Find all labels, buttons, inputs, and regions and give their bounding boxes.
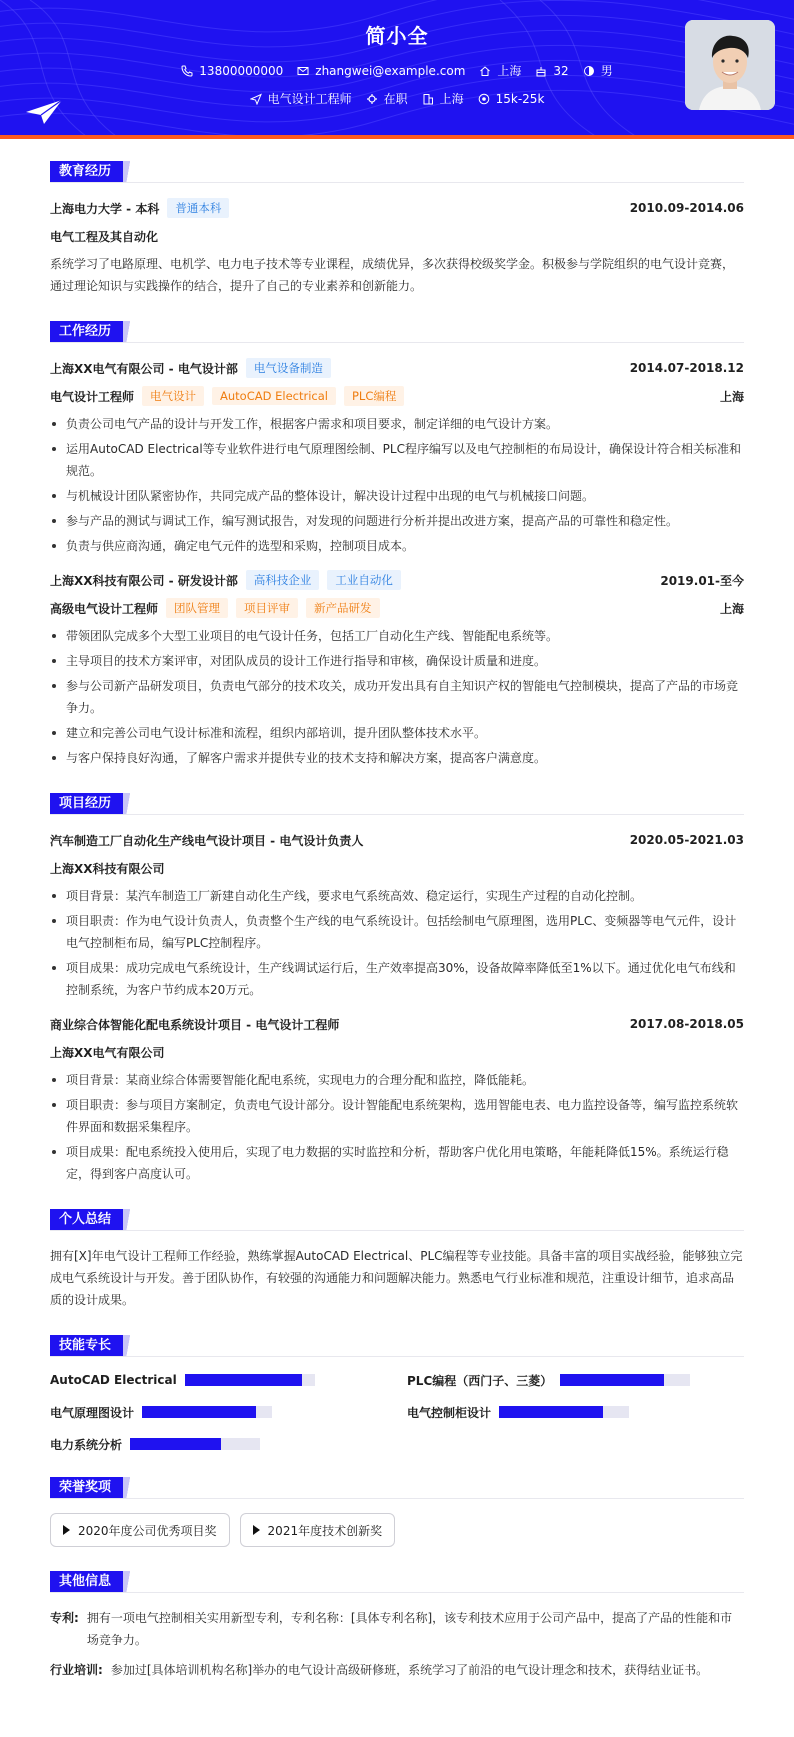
job-title: 高级电气设计工程师 xyxy=(50,601,159,616)
skill-bar xyxy=(185,1374,315,1386)
skill-name: 电气控制柜设计 xyxy=(407,1405,492,1420)
location-text: 上海 xyxy=(497,64,522,78)
skill-tag: 新产品研发 xyxy=(306,598,380,618)
job-row xyxy=(0,90,794,107)
gender-item xyxy=(583,62,613,79)
gender-text: 男 xyxy=(600,64,613,78)
award-chip xyxy=(240,1513,396,1547)
building-icon xyxy=(422,93,434,105)
list-item: 负责公司电气产品的设计与开发工作，根据客户需求和项目要求，制定详细的电气设计方案。 xyxy=(50,413,744,435)
section-title: 教育经历 xyxy=(50,161,123,182)
list-item: 项目职责：参与项目方案制定，负责电气设计部分。设计智能配电系统架构，选用智能电表、电力监控设备等，编写监控系统软件界面和数据采集程序。 xyxy=(50,1094,744,1138)
skill-bar xyxy=(499,1406,629,1418)
contact-row xyxy=(0,62,794,79)
work-section xyxy=(50,321,744,769)
skill-name: PLC编程（西门子、三菱） xyxy=(407,1373,553,1388)
school-name: 上海电力大学 - 本科 xyxy=(50,201,160,216)
list-item: 项目职责：作为电气设计负责人，负责整个生产线的电气系统设计。包括绘制电气原理图，选用PLC、变频器等电气元件，设计电气控制柜布局，编写PLC控制程序。 xyxy=(50,910,744,954)
mail-icon xyxy=(297,65,309,77)
triangle-icon xyxy=(253,1525,260,1535)
education-section xyxy=(50,161,744,297)
salary-icon xyxy=(478,93,490,105)
award-label: 2020年度公司优秀项目奖 xyxy=(78,1523,217,1538)
section-header xyxy=(50,1571,744,1593)
skill-item xyxy=(50,1435,387,1453)
phone-icon xyxy=(181,65,193,77)
other-label: 专利: xyxy=(50,1611,79,1625)
work-company-row xyxy=(50,357,744,379)
degree-tag: 普通本科 xyxy=(167,198,229,218)
list-item: 项目成果：配电系统投入使用后，实现了电力数据的实时监控和分析，帮助客户优化用电策略，年能耗降低15%。系统运行稳定，得到客户高度认可。 xyxy=(50,1141,744,1185)
list-item: 项目背景：某商业综合体需要智能化配电系统，实现电力的合理分配和监控，降低能耗。 xyxy=(50,1069,744,1091)
skill-bar xyxy=(130,1438,260,1450)
skill-item xyxy=(407,1403,744,1421)
industry-tag: 电气设备制造 xyxy=(246,358,331,378)
work-city: 上海 xyxy=(719,389,744,404)
awards-section xyxy=(50,1477,744,1547)
target-city-item xyxy=(422,90,464,107)
other-label: 行业培训: xyxy=(50,1663,103,1677)
skill-tag: 电气设计 xyxy=(142,386,204,406)
skill-name: AutoCAD Electrical xyxy=(50,1373,177,1387)
list-item: 负责与供应商沟通，确定电气元件的选型和采购，控制项目成本。 xyxy=(50,535,744,557)
skill-name: 电力系统分析 xyxy=(50,1437,123,1452)
project-company-row xyxy=(50,1041,744,1063)
skill-tag: 团队管理 xyxy=(166,598,228,618)
phone-item xyxy=(181,62,283,79)
target-city-text: 上海 xyxy=(439,92,464,106)
award-label: 2021年度技术创新奖 xyxy=(267,1523,383,1538)
work-company-row xyxy=(50,569,744,591)
skill-name: 电气原理图设计 xyxy=(50,1405,135,1420)
company-name: 上海XX科技有限公司 - 研发设计部 xyxy=(50,573,238,588)
salary-item xyxy=(478,90,545,107)
status-item xyxy=(366,90,408,107)
project-company: 上海XX电气有限公司 xyxy=(50,1045,165,1060)
salary-text: 15k-25k xyxy=(495,91,545,106)
project-name-row xyxy=(50,829,744,851)
email-item xyxy=(297,62,465,79)
list-item: 项目背景：某汽车制造工厂新建自动化生产线，要求电气系统高效、稳定运行，实现生产过程的自动化控制。 xyxy=(50,885,744,907)
skill-bar-fill xyxy=(130,1438,221,1450)
status-icon xyxy=(366,93,378,105)
work-entry xyxy=(50,569,744,769)
list-item: 项目成果：成功完成电气系统设计，生产线调试运行后，生产效率提高30%，设备故障率降低至1%以下。通过优化电气布线和控制系统，为客户节约成本20万元。 xyxy=(50,957,744,1001)
project-entry xyxy=(50,1013,744,1185)
gender-icon xyxy=(583,65,595,77)
project-date: 2020.05-2021.03 xyxy=(629,833,744,847)
list-item: 运用AutoCAD Electrical等专业软件进行电气原理图绘制、PLC程序编写以及电气控制柜的布局设计，确保设计符合相关标准和规范。 xyxy=(50,438,744,482)
skill-bar-fill xyxy=(560,1374,664,1386)
major-name: 电气工程及其自动化 xyxy=(50,229,159,244)
work-title-row xyxy=(50,385,744,407)
triangle-icon xyxy=(63,1525,70,1535)
home-icon xyxy=(479,65,491,77)
skills-section xyxy=(50,1335,744,1453)
list-item: 与客户保持良好沟通，了解客户需求并提供专业的技术支持和解决方案，提高客户满意度。 xyxy=(50,747,744,769)
list-item: 带领团队完成多个大型工业项目的电气设计任务，包括工厂自动化生产线、智能配电系统等。 xyxy=(50,625,744,647)
project-bullets xyxy=(50,1069,744,1185)
skill-tag: AutoCAD Electrical xyxy=(212,387,336,405)
work-bullets xyxy=(50,625,744,769)
age-icon xyxy=(535,65,547,77)
list-item: 主导项目的技术方案评审，对团队成员的设计工作进行指导和审核，确保设计质量和进度。 xyxy=(50,650,744,672)
section-header xyxy=(50,1335,744,1357)
avatar xyxy=(685,20,775,110)
other-text: 参加过[具体培训机构名称]举办的电气设计高级研修班，系统学习了前沿的电气设计理念和技术，获得结业证书。 xyxy=(110,1663,709,1677)
projects-section xyxy=(50,793,744,1185)
education-row xyxy=(50,197,744,219)
paper-plane-icon xyxy=(24,98,64,126)
section-title: 项目经历 xyxy=(50,793,123,814)
section-header xyxy=(50,321,744,343)
major-row xyxy=(50,225,744,247)
project-bullets xyxy=(50,885,744,1001)
skill-tag: PLC编程 xyxy=(344,386,404,406)
other-section xyxy=(50,1571,744,1681)
section-title: 其他信息 xyxy=(50,1571,123,1592)
job-item xyxy=(250,90,352,107)
skill-bar-fill xyxy=(499,1406,603,1418)
education-description: 系统学习了电路原理、电机学、电力电子技术等专业课程，成绩优异，多次获得校级奖学金。积极参与学院组织的电气设计竞赛，通过理论知识与实践操作的结合，提升了自己的专业素养和创新能力。 xyxy=(50,257,735,293)
summary-section xyxy=(50,1209,744,1311)
resume-header xyxy=(0,0,794,139)
skill-bar-fill xyxy=(142,1406,256,1418)
work-city: 上海 xyxy=(719,601,744,616)
send-icon xyxy=(250,93,262,105)
section-header xyxy=(50,1209,744,1231)
project-company: 上海XX科技有限公司 xyxy=(50,861,165,876)
list-item: 建立和完善公司电气设计标准和流程，组织内部培训，提升团队整体技术水平。 xyxy=(50,722,744,744)
project-company-row xyxy=(50,857,744,879)
age-text: 32 xyxy=(553,63,569,78)
list-item: 参与产品的测试与调试工作，编写测试报告，对发现的问题进行分析并提出改进方案，提高产品的可靠性和稳定性。 xyxy=(50,510,744,532)
section-title: 荣誉奖项 xyxy=(50,1477,123,1498)
work-bullets xyxy=(50,413,744,557)
skill-tag: 项目评审 xyxy=(236,598,298,618)
industry-tag: 工业自动化 xyxy=(327,570,401,590)
skills-grid xyxy=(50,1371,744,1453)
avatar-photo xyxy=(685,20,775,110)
candidate-name: 简小全 xyxy=(365,24,429,48)
location-item xyxy=(479,62,521,79)
phone-text[interactable]: 13800000000 xyxy=(199,63,284,78)
list-item: 参与公司新产品研发项目，负责电气部分的技术攻关，成功开发出具有自主知识产权的智能电气控制模块，提高了产品的市场竞争力。 xyxy=(50,675,744,719)
email-text[interactable]: zhangwei@example.com xyxy=(315,63,466,78)
header-accent-line xyxy=(0,135,794,139)
other-item xyxy=(50,1607,744,1651)
project-name: 汽车制造工厂自动化生产线电气设计项目 - 电气设计负责人 xyxy=(50,833,364,848)
work-entry xyxy=(50,357,744,557)
status-text: 在职 xyxy=(383,92,408,106)
company-name: 上海XX电气有限公司 - 电气设计部 xyxy=(50,361,238,376)
skill-item xyxy=(50,1371,387,1389)
other-text: 拥有一项电气控制相关实用新型专利，专利名称：[具体专利名称]，该专利技术应用于公司产品中，提高了产品的性能和市场竞争力。 xyxy=(86,1611,733,1647)
skill-bar xyxy=(560,1374,690,1386)
section-title: 个人总结 xyxy=(50,1209,123,1230)
job-title: 电气设计工程师 xyxy=(50,389,135,404)
work-title-row xyxy=(50,597,744,619)
award-chip xyxy=(50,1513,230,1547)
project-entry xyxy=(50,829,744,1001)
project-name-row xyxy=(50,1013,744,1035)
section-header xyxy=(50,793,744,815)
education-date: 2010.09-2014.06 xyxy=(629,201,744,215)
section-title: 技能专长 xyxy=(50,1335,123,1356)
section-header xyxy=(50,1477,744,1499)
project-name: 商业综合体智能化配电系统设计项目 - 电气设计工程师 xyxy=(50,1017,340,1032)
awards-list xyxy=(50,1513,744,1547)
industry-tag: 高科技企业 xyxy=(246,570,320,590)
age-item xyxy=(535,62,568,79)
skill-item xyxy=(50,1403,387,1421)
job-text: 电气设计工程师 xyxy=(267,92,352,106)
list-item: 与机械设计团队紧密协作，共同完成产品的整体设计，解决设计过程中出现的电气与机械接口问题。 xyxy=(50,485,744,507)
skill-item xyxy=(407,1371,744,1389)
skill-bar-fill xyxy=(185,1374,302,1386)
work-date: 2014.07-2018.12 xyxy=(629,361,744,375)
section-header xyxy=(50,161,744,183)
other-item xyxy=(50,1659,744,1681)
project-date: 2017.08-2018.05 xyxy=(629,1017,744,1031)
section-title: 工作经历 xyxy=(50,321,123,342)
summary-text: 拥有[X]年电气设计工程师工作经验，熟练掌握AutoCAD Electrical、PLC编程等专业技能。具备丰富的项目实战经验，能够独立完成电气系统设计与开发。善于团队协作，有较强的沟通能力和问题解决能力。熟悉电气行业标准和规范，注重设计细节，追求高品质的设计成果。 xyxy=(50,1249,743,1307)
work-date: 2019.01-至今 xyxy=(660,573,744,588)
skill-bar xyxy=(142,1406,272,1418)
resume-body xyxy=(0,161,794,1681)
